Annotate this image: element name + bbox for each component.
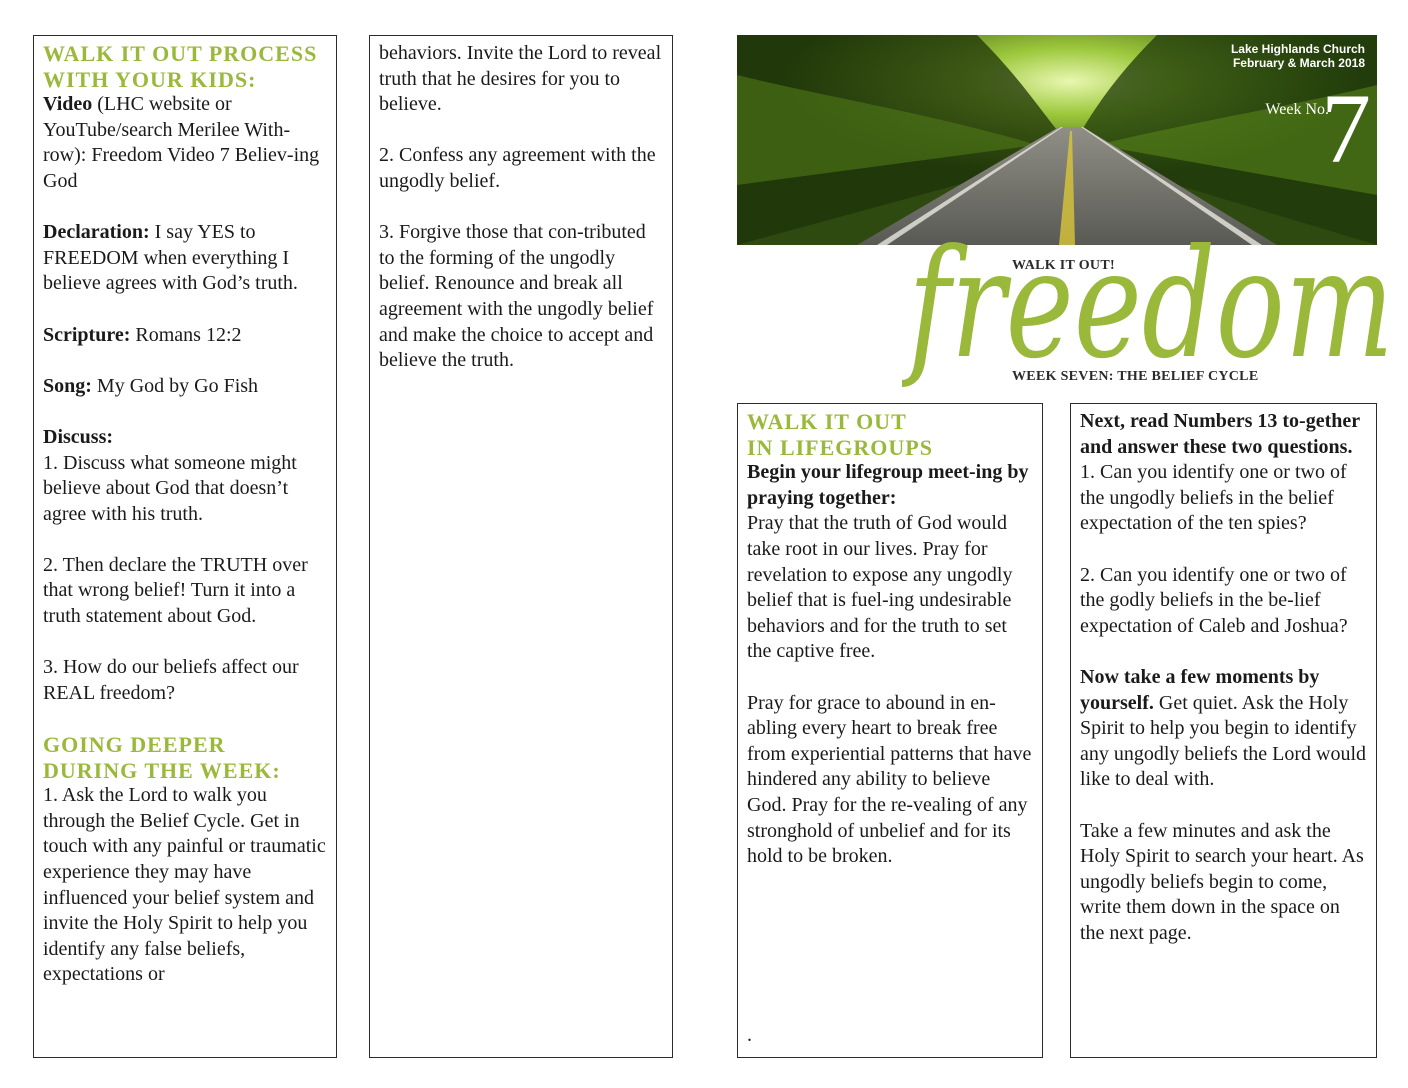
series-dates: February & March 2018 [1232,56,1365,70]
going-deeper-heading: GOING DEEPER DURING THE WEEK: [43,732,281,783]
lifegroups-prayer-1: Pray that the truth of God would take root in our lives. Pray for revelation to expose any ungodly belief that is fuel-ing undesirable behaviors and for the truth to set the captive free. [747,512,1013,663]
discuss-label: Discuss: [43,425,114,448]
video-paragraph [43,92,328,194]
church-info [1231,42,1365,70]
confess-item: 2. Confess any agreement with the ungodly belief. [379,144,656,192]
kids-process-heading: WALK IT OUT PROCESS WITH YOUR KIDS: [43,41,318,92]
lifegroups-heading: WALK IT OUT IN LIFEGROUPS [747,409,933,460]
scripture-label: Scripture: [43,323,131,346]
freedom-title-block [902,228,1402,418]
week-subtitle: WEEK SEVEN: THE BELIEF CYCLE [1012,369,1259,384]
song-label: Song: [43,374,92,397]
lifegroups-intro: Begin your lifegroup meet-ing by praying together: [747,461,1029,509]
going-deeper-item-1: 1. Ask the Lord to walk you through the Belief Cycle. Get in touch with any painful or traumatic experience they may have influenced your belief system and invite the Holy Spirit to help you identify any false beliefs, expectations or [43,784,326,986]
lifegroups-prayer-2: Pray for grace to abound in en-abling every heart to break free from experiential patterns that have hindered any ability to believe God. Pray for the re-vealing of any stronghold of unbelief and for its hold to be broken. [747,691,1032,868]
week-number: 7 [1321,73,1371,184]
continued-paragraph: behaviors. Invite the Lord to reveal truth that he desires for you to believe. [379,42,662,116]
going-deeper-continued-column [369,35,673,1058]
lifegroups-column [737,403,1043,1058]
walk-it-out-tagline: WALK IT OUT! [1012,258,1115,273]
reflection-text: Get quiet. Ask the Holy Spirit to help you begin to identify any ungodly beliefs the Lord would like to deal with. [1080,691,1367,791]
road-hero-image [737,35,1377,245]
freedom-script-wordmark [902,228,1402,418]
question-1: 1. Can you identify one or two of the ungodly beliefs in the belief expectation of the ten spies? [1080,461,1347,535]
song-text: My God by Go Fish [91,374,259,397]
song-paragraph [43,374,328,400]
declaration-label: Declaration: [43,221,150,244]
forgive-item: 3. Forgive those that con-tributed to the forming of the ungodly belief. Renounce and break all agreement with the ungodly belief and make the choice to accept and believe the truth. [379,221,654,372]
discuss-item-2: 2. Then declare the TRUTH over that wrong belief! Turn it into a truth statement about God. [43,553,308,628]
reflection-paragraph [1080,665,1368,793]
video-text: (LHC website or YouTube/search Merilee With-row): Freedom Video 7 Believ-ing God [43,93,320,192]
video-label: Video [43,93,93,116]
numbers-intro: Next, read Numbers 13 to-gether and answer these two questions. [1080,410,1360,458]
kids-process-column [33,35,337,1058]
write-down-paragraph: Take a few minutes and ask the Holy Spirit to search your heart. As ungodly beliefs begin to come, write them down in the space on the next page. [1080,819,1364,944]
reflection-lead: Now take a few moments by yourself. [1080,665,1320,714]
scripture-text: Romans 12:2 [130,323,242,346]
discuss-item-1: 1. Discuss what someone might believe about God that doesn’t agree with his truth. [43,451,297,525]
discuss-item-3: 3. How do our beliefs affect our REAL freedom? [43,656,299,704]
freedom-word: freedom [902,228,1394,392]
scripture-paragraph [43,323,328,349]
trailing-dot: . [747,1024,752,1046]
declaration-paragraph [43,220,328,297]
church-name: Lake Highlands Church [1230,42,1365,56]
declaration-text: I say YES to FREEDOM when everything I believe agrees with God’s truth. [43,221,298,295]
question-2: 2. Can you identify one or two of the godly beliefs in the be-lief expectation of Caleb and Joshua? [1080,563,1348,637]
week-label: Week No. [1265,101,1329,118]
numbers-questions-column [1070,403,1377,1058]
